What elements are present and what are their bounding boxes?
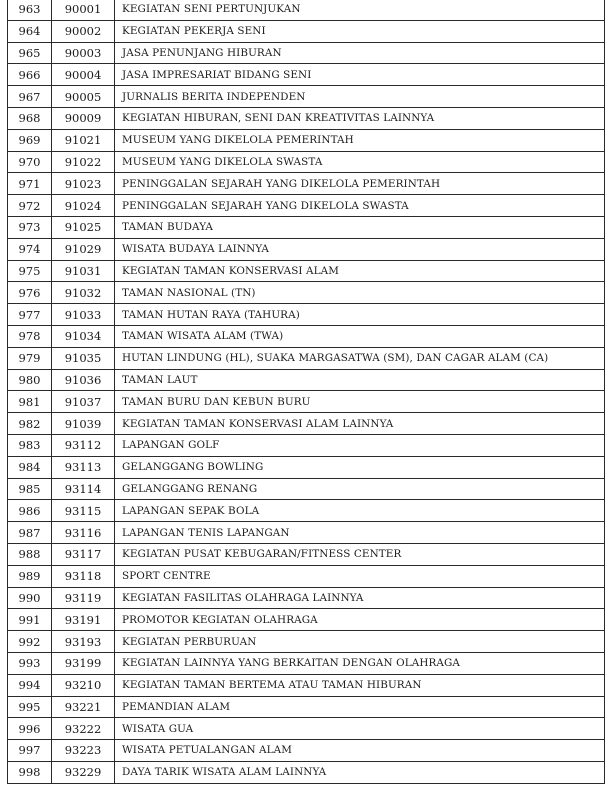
activity-code-cell: 91022 xyxy=(52,151,115,173)
row-number-cell: 973 xyxy=(8,216,52,238)
row-number-cell: 978 xyxy=(8,325,52,347)
table-row xyxy=(8,347,605,369)
activity-description-cell: KEGIATAN TAMAN KONSERVASI ALAM xyxy=(115,260,605,282)
activity-code-cell: 91029 xyxy=(52,238,115,260)
row-number-cell: 995 xyxy=(8,696,52,718)
table-row xyxy=(8,587,605,609)
table-row xyxy=(8,151,605,173)
row-number-cell: 983 xyxy=(8,434,52,456)
row-number-cell: 996 xyxy=(8,718,52,740)
activity-code-cell: 93229 xyxy=(52,761,115,783)
activity-code-cell: 91035 xyxy=(52,347,115,369)
activity-description-cell: JASA PENUNJANG HIBURAN xyxy=(115,42,605,64)
activity-description-cell: DAYA TARIK WISATA ALAM LAINNYA xyxy=(115,761,605,783)
activity-code-cell: 90002 xyxy=(52,20,115,42)
row-number-cell: 987 xyxy=(8,522,52,544)
activity-code-cell: 93116 xyxy=(52,522,115,544)
activity-code-cell: 91024 xyxy=(52,195,115,217)
activity-description-cell: GELANGGANG RENANG xyxy=(115,478,605,500)
activity-code-cell: 93223 xyxy=(52,740,115,762)
activity-description-cell: KEGIATAN PERBURUAN xyxy=(115,631,605,653)
activity-code-cell: 93112 xyxy=(52,434,115,456)
row-number-cell: 965 xyxy=(8,42,52,64)
activity-code-cell: 93113 xyxy=(52,456,115,478)
row-number-cell: 964 xyxy=(8,20,52,42)
activity-description-cell: LAPANGAN GOLF xyxy=(115,434,605,456)
table-row xyxy=(8,718,605,740)
row-number-cell: 979 xyxy=(8,347,52,369)
row-number-cell: 963 xyxy=(8,0,52,20)
activity-description-cell: HUTAN LINDUNG (HL), SUAKA MARGASATWA (SM), DAN CAGAR ALAM (CA) xyxy=(115,347,605,369)
activity-description-cell: KEGIATAN TAMAN KONSERVASI ALAM LAINNYA xyxy=(115,413,605,435)
activity-code-cell: 91034 xyxy=(52,325,115,347)
table-row xyxy=(8,500,605,522)
table-row xyxy=(8,369,605,391)
row-number-cell: 971 xyxy=(8,173,52,195)
activity-code-cell: 91036 xyxy=(52,369,115,391)
activity-code-cell: 93191 xyxy=(52,609,115,631)
activity-description-cell: KEGIATAN LAINNYA YANG BERKAITAN DENGAN OLAHRAGA xyxy=(115,652,605,674)
activity-description-cell: PEMANDIAN ALAM xyxy=(115,696,605,718)
table-row xyxy=(8,391,605,413)
table-row xyxy=(8,543,605,565)
activity-description-cell: KEGIATAN HIBURAN, SENI DAN KREATIVITAS LAINNYA xyxy=(115,107,605,129)
table-row xyxy=(8,761,605,783)
row-number-cell: 981 xyxy=(8,391,52,413)
row-number-cell: 991 xyxy=(8,609,52,631)
table-row xyxy=(8,434,605,456)
row-number-cell: 989 xyxy=(8,565,52,587)
activity-description-cell: LAPANGAN TENIS LAPANGAN xyxy=(115,522,605,544)
activity-description-cell: SPORT CENTRE xyxy=(115,565,605,587)
activity-description-cell: PROMOTOR KEGIATAN OLAHRAGA xyxy=(115,609,605,631)
activity-code-cell: 93221 xyxy=(52,696,115,718)
activity-code-cell: 91037 xyxy=(52,391,115,413)
table-row xyxy=(8,216,605,238)
activity-description-cell: TAMAN HUTAN RAYA (TAHURA) xyxy=(115,304,605,326)
activity-description-cell: KEGIATAN PEKERJA SENI xyxy=(115,20,605,42)
row-number-cell: 966 xyxy=(8,64,52,86)
activity-description-cell: MUSEUM YANG DIKELOLA PEMERINTAH xyxy=(115,129,605,151)
activity-description-cell: TAMAN BUDAYA xyxy=(115,216,605,238)
activity-description-cell: GELANGGANG BOWLING xyxy=(115,456,605,478)
activity-code-cell: 93222 xyxy=(52,718,115,740)
table-row xyxy=(8,652,605,674)
table-row xyxy=(8,64,605,86)
activity-code-cell: 91021 xyxy=(52,129,115,151)
activity-code-cell: 90003 xyxy=(52,42,115,64)
table-row xyxy=(8,238,605,260)
row-number-cell: 974 xyxy=(8,238,52,260)
row-number-cell: 969 xyxy=(8,129,52,151)
row-number-cell: 975 xyxy=(8,260,52,282)
table-row xyxy=(8,86,605,108)
table-row xyxy=(8,522,605,544)
row-number-cell: 982 xyxy=(8,413,52,435)
row-number-cell: 977 xyxy=(8,304,52,326)
activity-code-cell: 93193 xyxy=(52,631,115,653)
activity-description-cell: WISATA BUDAYA LAINNYA xyxy=(115,238,605,260)
table-row xyxy=(8,413,605,435)
row-number-cell: 993 xyxy=(8,652,52,674)
table-row xyxy=(8,456,605,478)
activity-code-cell: 90009 xyxy=(52,107,115,129)
activity-description-cell: LAPANGAN SEPAK BOLA xyxy=(115,500,605,522)
row-number-cell: 998 xyxy=(8,761,52,783)
row-number-cell: 992 xyxy=(8,631,52,653)
activity-description-cell: KEGIATAN FASILITAS OLAHRAGA LAINNYA xyxy=(115,587,605,609)
activity-code-cell: 93199 xyxy=(52,652,115,674)
row-number-cell: 984 xyxy=(8,456,52,478)
activity-description-cell: JASA IMPRESARIAT BIDANG SENI xyxy=(115,64,605,86)
activity-description-cell: WISATA PETUALANGAN ALAM xyxy=(115,740,605,762)
activity-code-cell: 93118 xyxy=(52,565,115,587)
table-row xyxy=(8,631,605,653)
activity-code-cell: 91032 xyxy=(52,282,115,304)
activity-description-cell: PENINGGALAN SEJARAH YANG DIKELOLA PEMERINTAH xyxy=(115,173,605,195)
table-row xyxy=(8,173,605,195)
table-row xyxy=(8,325,605,347)
activity-code-cell: 91025 xyxy=(52,216,115,238)
activity-description-cell: TAMAN WISATA ALAM (TWA) xyxy=(115,325,605,347)
activity-code-cell: 93119 xyxy=(52,587,115,609)
table-row xyxy=(8,282,605,304)
row-number-cell: 986 xyxy=(8,500,52,522)
row-number-cell: 970 xyxy=(8,151,52,173)
table-row xyxy=(8,129,605,151)
row-number-cell: 968 xyxy=(8,107,52,129)
row-number-cell: 988 xyxy=(8,543,52,565)
activity-code-table xyxy=(7,0,605,784)
row-number-cell: 976 xyxy=(8,282,52,304)
activity-code-cell: 93115 xyxy=(52,500,115,522)
table-body xyxy=(8,0,605,783)
row-number-cell: 994 xyxy=(8,674,52,696)
table-row xyxy=(8,740,605,762)
row-number-cell: 972 xyxy=(8,195,52,217)
table-row xyxy=(8,20,605,42)
activity-description-cell: TAMAN BURU DAN KEBUN BURU xyxy=(115,391,605,413)
activity-code-cell: 91031 xyxy=(52,260,115,282)
row-number-cell: 980 xyxy=(8,369,52,391)
activity-code-cell: 90005 xyxy=(52,86,115,108)
activity-description-cell: WISATA GUA xyxy=(115,718,605,740)
table-row xyxy=(8,42,605,64)
activity-description-cell: KEGIATAN TAMAN BERTEMA ATAU TAMAN HIBURAN xyxy=(115,674,605,696)
table-row xyxy=(8,565,605,587)
row-number-cell: 997 xyxy=(8,740,52,762)
activity-description-cell: MUSEUM YANG DIKELOLA SWASTA xyxy=(115,151,605,173)
activity-code-cell: 91033 xyxy=(52,304,115,326)
activity-code-cell: 93117 xyxy=(52,543,115,565)
table-row xyxy=(8,0,605,20)
table-row xyxy=(8,107,605,129)
activity-description-cell: TAMAN NASIONAL (TN) xyxy=(115,282,605,304)
row-number-cell: 985 xyxy=(8,478,52,500)
activity-code-cell: 93114 xyxy=(52,478,115,500)
table-row xyxy=(8,304,605,326)
table-row xyxy=(8,696,605,718)
table-row xyxy=(8,674,605,696)
table-row xyxy=(8,478,605,500)
activity-code-cell: 91023 xyxy=(52,173,115,195)
activity-description-cell: KEGIATAN PUSAT KEBUGARAN/FITNESS CENTER xyxy=(115,543,605,565)
activity-code-cell: 91039 xyxy=(52,413,115,435)
row-number-cell: 990 xyxy=(8,587,52,609)
activity-description-cell: TAMAN LAUT xyxy=(115,369,605,391)
table-row xyxy=(8,195,605,217)
activity-code-cell: 90004 xyxy=(52,64,115,86)
activity-description-cell: JURNALIS BERITA INDEPENDEN xyxy=(115,86,605,108)
table-row xyxy=(8,260,605,282)
activity-code-cell: 93210 xyxy=(52,674,115,696)
activity-description-cell: PENINGGALAN SEJARAH YANG DIKELOLA SWASTA xyxy=(115,195,605,217)
row-number-cell: 967 xyxy=(8,86,52,108)
activity-code-cell: 90001 xyxy=(52,0,115,20)
table-row xyxy=(8,609,605,631)
activity-description-cell: KEGIATAN SENI PERTUNJUKAN xyxy=(115,0,605,20)
